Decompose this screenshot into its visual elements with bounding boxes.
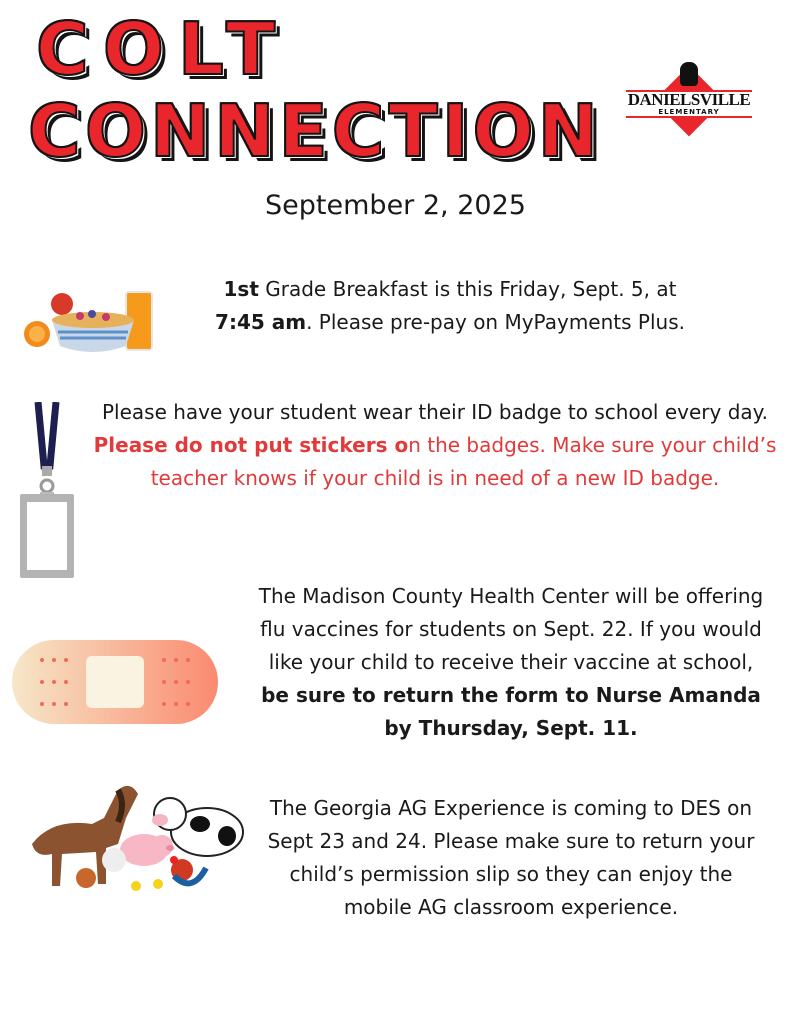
breakfast-icon bbox=[22, 286, 162, 358]
ag-experience-notice: The Georgia AG Experience is coming to DES on Sept 23 and 24. Please make sure to return your child’s permission slip so they can enjoy the mobile AG classroom experience. bbox=[267, 796, 755, 919]
title-connection: CONNECTION bbox=[28, 89, 602, 173]
id-badge-notice bbox=[90, 396, 780, 495]
logo-name: DANIELSVILLE bbox=[627, 90, 751, 109]
flu-deadline: be sure to return the form to Nurse Amanda by Thursday, Sept. 11. bbox=[261, 683, 761, 740]
colt-head-icon bbox=[680, 62, 698, 86]
logo-subtitle: ELEMENTARY bbox=[658, 108, 720, 116]
breakfast-text-1: Grade Breakfast is this Friday, Sept. 5, at bbox=[258, 277, 677, 301]
breakfast-time: 7:45 am bbox=[215, 310, 307, 334]
title-colt: COLT bbox=[36, 7, 290, 91]
breakfast-notice bbox=[170, 273, 730, 339]
school-logo bbox=[622, 62, 756, 136]
id-badge-warning: Please do not put stickers o bbox=[93, 433, 409, 457]
breakfast-text-2: . Please pre-pay on MyPayments Plus. bbox=[306, 310, 685, 334]
flu-text: The Madison County Health Center will be offering flu vaccines for students on Sept. 22. If you would like your child to receive their vaccine at school, bbox=[258, 584, 764, 674]
flu-vaccine-notice bbox=[258, 580, 764, 745]
id-badge-lanyard-icon bbox=[18, 402, 76, 582]
farm-animals-icon bbox=[22, 774, 246, 902]
id-badge-text: Please have your student wear their ID badge to school every day. bbox=[101, 400, 768, 424]
id-badge-warning-rest: n the badges. Make sure your child’s teacher knows if your child is in need of a new ID badge. bbox=[150, 433, 777, 490]
bandage-icon bbox=[12, 636, 218, 728]
newsletter-date: September 2, 2025 bbox=[265, 190, 526, 221]
breakfast-grade: 1st bbox=[223, 277, 259, 301]
